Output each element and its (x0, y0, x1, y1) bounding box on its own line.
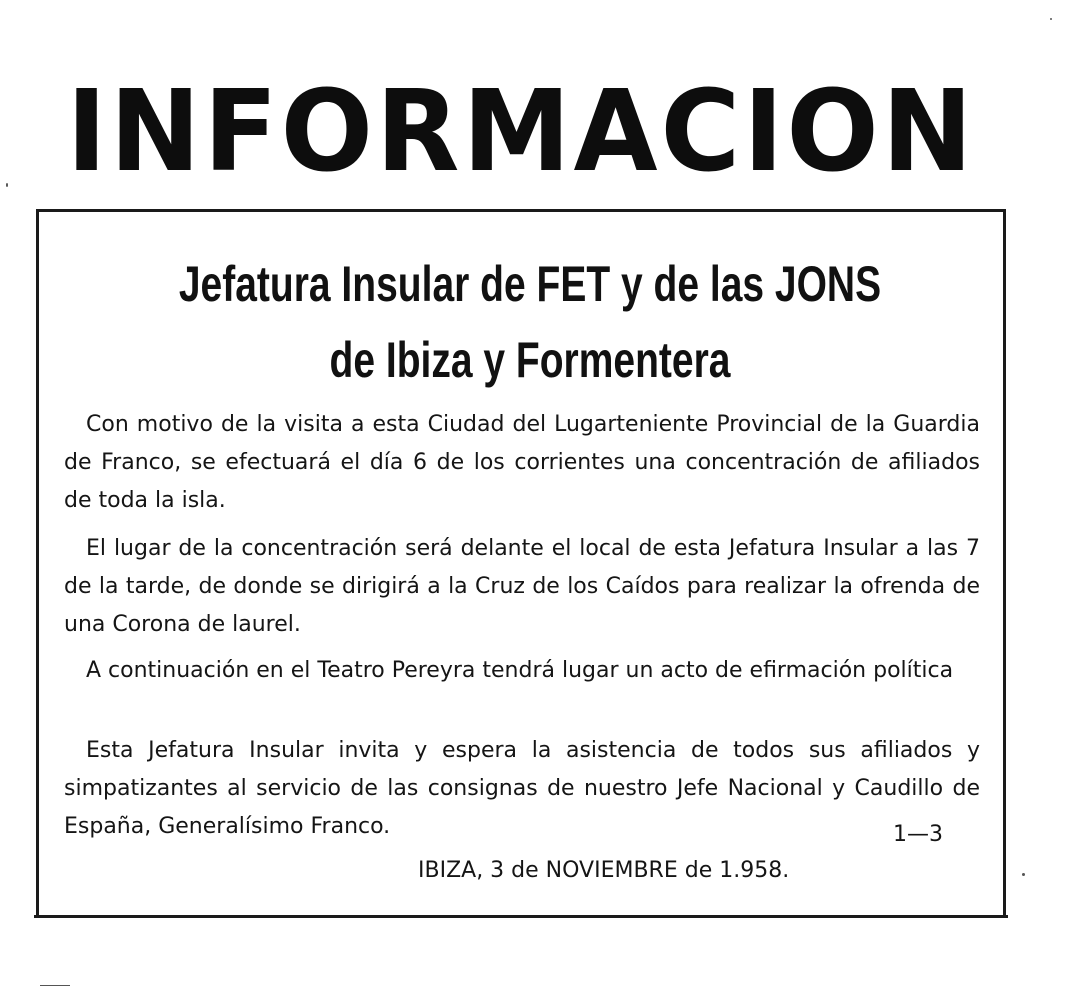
masthead-title: INFORMACION (66, 67, 976, 197)
paragraph-3: A continuación en el Teatro Pereyra tendrá lugar un acto de efirmación política (86, 658, 954, 683)
print-speck (6, 183, 8, 187)
paragraph-2: El lugar de la concentración será delante el local de esta Jefatura Insular a las 7 de la tarde, de donde se dirigirá a la Cruz de los Caídos para realizar la ofrenda de una Corona de laurel. (64, 536, 980, 637)
paragraph-1: Con motivo de la visita a esta Ciudad del Lugarteniente Provincial de la Guardia de Franco, se efectuará el día 6 de los corrientes una concentración de afiliados de toda la isla. (64, 412, 980, 513)
print-speck (40, 985, 70, 986)
print-speck (1022, 873, 1025, 876)
bottom-rule (34, 915, 1008, 918)
headline-line-1: Jefatura Insular de FET y de las JONS (178, 256, 882, 312)
dateline: IBIZA, 3 de NOVIEMBRE de 1.958. (418, 858, 790, 883)
reference-number: 1—3 (893, 822, 943, 847)
headline-line-2: de Ibiza y Formentera (329, 332, 731, 388)
print-speck (1050, 18, 1052, 20)
paragraph-4: Esta Jefatura Insular invita y espera la asistencia de todos sus afiliados y simpatizantes al servicio de las consignas de nuestro Jefe Nacional y Caudillo de España, Generalísimo Franco. (64, 738, 980, 839)
